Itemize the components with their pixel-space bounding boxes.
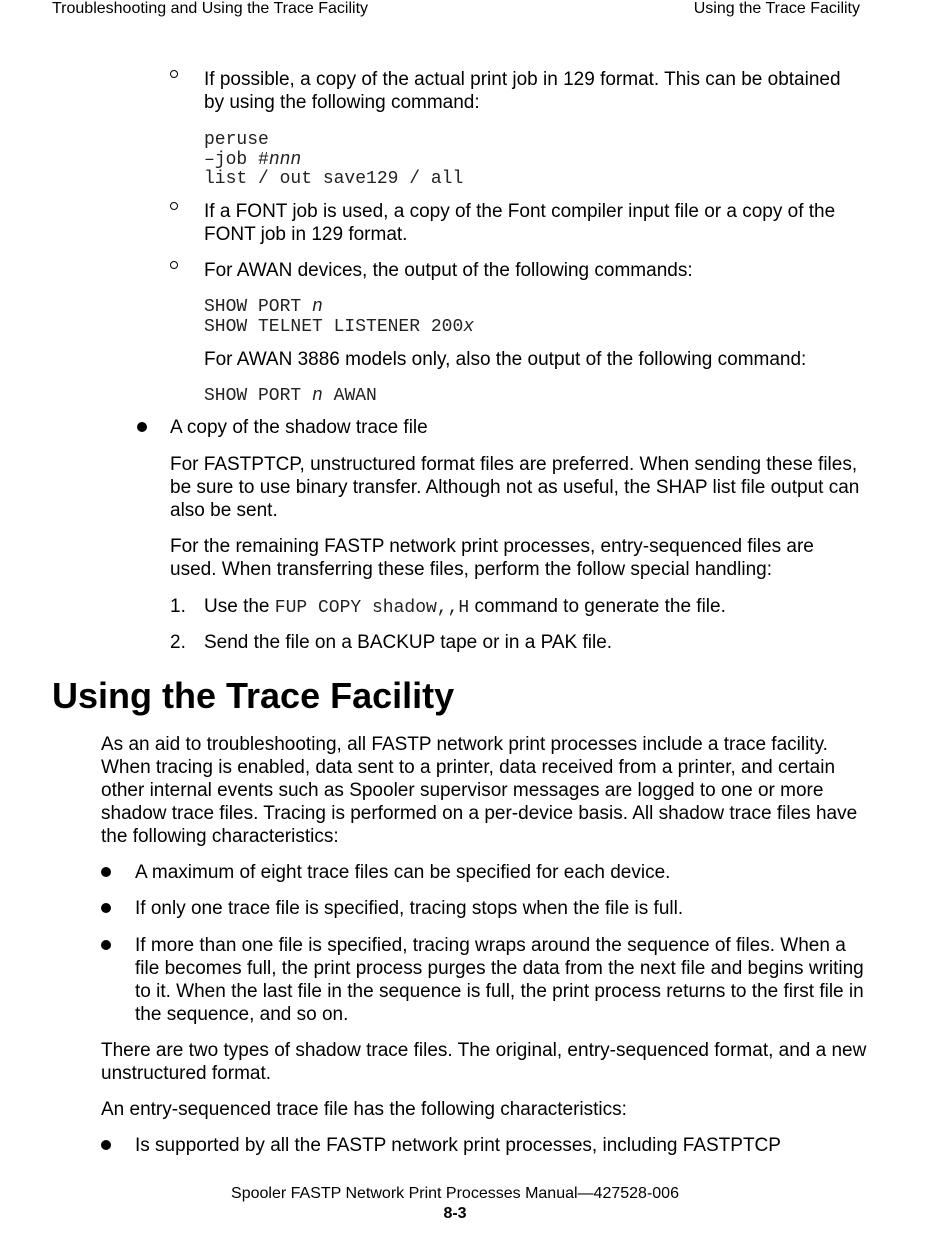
bullet-icon (101, 1140, 111, 1150)
bullet-max-files: A maximum of eight trace files can be specified for each device. (135, 862, 671, 883)
sub-item-font-job: If a FONT job is used, a copy of the Font compiler input file or a copy of the FONT job in 129 format. (204, 201, 836, 245)
bullet-multiple-files: If more than one file is specified, tracing wraps around the sequence of files. When a file becomes full, the print process purges the data from the next file and begins writing to it. When the last file in the sequence is full, the print process returns to the first file in the sequence, and so on. (135, 935, 864, 1025)
sub-item-awan: For AWAN devices, the output of the following commands: (204, 260, 693, 281)
bullet-icon (101, 903, 111, 913)
step-2-number: 2. (170, 632, 186, 653)
running-header-right: Using the Trace Facility (693, 0, 860, 17)
code-block-show-port: SHOW PORT n SHOW TELNET LISTENER 200x (204, 297, 475, 337)
bullet-one-file: If only one trace file is specified, tracing stops when the file is full. (135, 898, 684, 919)
running-header-left: Troubleshooting and Using the Trace Facility (52, 0, 369, 17)
step-1-text: Use the FUP COPY shadow,,H command to generate the file. (204, 596, 726, 618)
bullet-supported: Is supported by all the FASTP network print processes, including FASTPTCP (135, 1135, 781, 1156)
step-2-text: Send the file on a BACKUP tape or in a PAK file. (204, 632, 613, 653)
footer-manual-title: Spooler FASTP Network Print Processes Manual—427528-006 (231, 1185, 679, 1202)
bullet-icon (101, 940, 111, 950)
awan-3886-note: For AWAN 3886 models only, also the output of the following command: (204, 349, 807, 370)
shadow-trace-bullet: A copy of the shadow trace file (170, 417, 428, 438)
section-title: Using the Trace Facility (52, 675, 455, 716)
intro-paragraph: As an aid to troubleshooting, all FASTP network print processes include a trace facility. When tracing is enabled, data sent to a printer, data received from a printer, and certain other internal events such as Spooler supervisor messages are logged to one or more shadow trace files. Tracing is performed on a per-device basis. All shadow trace files have the following characteristics: (101, 734, 858, 847)
hollow-bullet-icon (170, 261, 178, 269)
trace-types-paragraph: There are two types of shadow trace files. The original, entry-sequenced format, and a new unstructured format. (101, 1040, 867, 1084)
remaining-fastp-paragraph: For the remaining FASTP network print processes, entry-sequenced files are used. When transferring these files, perform the follow special handling: (170, 536, 814, 580)
sub-item-print-job: If possible, a copy of the actual print job in 129 format. This can be obtained by using the following command: (204, 69, 841, 113)
code-block-show-port-awan: SHOW PORT n AWAN (204, 386, 377, 406)
step-1-number: 1. (170, 596, 186, 617)
bullet-icon (101, 867, 111, 877)
bullet-icon (137, 422, 147, 432)
code-block-peruse: peruse –job #nnn list / out save129 / all (204, 130, 464, 189)
page-number: 8-3 (443, 1205, 467, 1222)
entry-sequenced-paragraph: An entry-sequenced trace file has the following characteristics: (101, 1099, 627, 1120)
hollow-bullet-icon (170, 202, 178, 210)
fup-copy-command: FUP COPY shadow,,H (274, 598, 470, 618)
fastptcp-paragraph: For FASTPTCP, unstructured format files are preferred. When sending these files, be sure to use binary transfer. Although not as useful, the SHAP list file output can also be sent. (170, 454, 860, 521)
hollow-bullet-icon (170, 70, 178, 78)
